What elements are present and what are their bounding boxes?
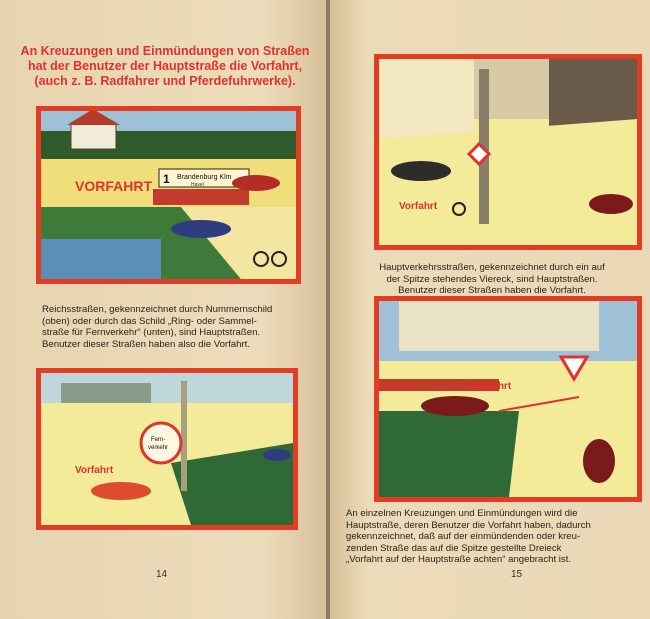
caption-1-line-4: Benutzer dieser Straßen haben also die Vorfahrt.: [42, 338, 250, 350]
vorfahrt-label-1: VORFAHRT: [75, 178, 152, 194]
road-number-sign: 1: [163, 172, 170, 186]
vorfahrt-label-3: Vorfahrt: [399, 201, 438, 212]
illustration-reichsstrasse: [36, 106, 301, 284]
page-number-left: 14: [156, 569, 168, 580]
caption-3-line-5: „Vorfahrt auf der Hauptstraße achten“ angebracht ist.: [346, 554, 572, 565]
caption-1-line-1: Reichsstraßen, gekennzeichnet durch Nummernschild: [42, 304, 273, 315]
road-sign-subtext: Havel: [191, 182, 204, 188]
illustration-vorfahrt-dreieck: [374, 296, 642, 502]
caption-2-line-2: der Spitze stehendes Viereck, sind Hauptstraßen.: [386, 273, 598, 285]
caption-3-line-4: zenden Straße das auf die Spitze gestellte Dreieck: [346, 542, 562, 554]
fernverkehr-sign-line-1: Fern-: [151, 437, 166, 443]
heading-line-2: hat der Benutzer der Hauptstraße die Vorfahrt,: [27, 59, 303, 73]
heading-line-3: (auch z. B. Radfahrer und Pferdefuhrwerke).: [34, 74, 296, 88]
caption-1-line-3: straße für Fernverkehr“ (unten), sind Hauptstraßen.: [42, 327, 261, 338]
page-heading: [20, 44, 310, 89]
caption-reichsstrassen: [42, 304, 294, 350]
illustration-fernverkehr: [36, 368, 298, 530]
page-number-right: 15: [511, 569, 523, 580]
road-sign-text: Brandenburg Klm: [177, 174, 232, 181]
fernverkehr-sign-line-2: verkehr: [148, 445, 169, 451]
caption-hauptverkehrsstrassen: [346, 262, 638, 297]
caption-dreieck-vorfahrt: [346, 508, 638, 566]
right-page: [330, 0, 650, 619]
heading-line-1: An Kreuzungen und Einmündungen von Straßen: [20, 44, 310, 58]
caption-2-line-1: Hauptverkehrsstraßen, gekennzeichnet durch ein auf: [379, 262, 605, 273]
caption-3-line-2: Hauptstraße, deren Benutzer die Vorfahrt haben, dadurch: [346, 519, 591, 531]
vorfahrt-label-2: Vorfahrt: [75, 465, 114, 476]
illustration-hauptverkehrsstrasse: [374, 54, 642, 250]
caption-3-line-3: gekennzeichnet, daß auf der einmündenden oder kreu-: [346, 531, 581, 542]
vorfahrt-label-4: Vorfahrt: [473, 381, 512, 392]
caption-1-line-2: (oben) oder durch das Schild „Ring- oder Sammel-: [42, 315, 257, 327]
caption-2-line-3: Benutzer dieser Straßen haben die Vorfahrt.: [398, 285, 586, 296]
caption-3-line-1: An einzelnen Kreuzungen und Einmündungen wird die: [346, 508, 578, 519]
